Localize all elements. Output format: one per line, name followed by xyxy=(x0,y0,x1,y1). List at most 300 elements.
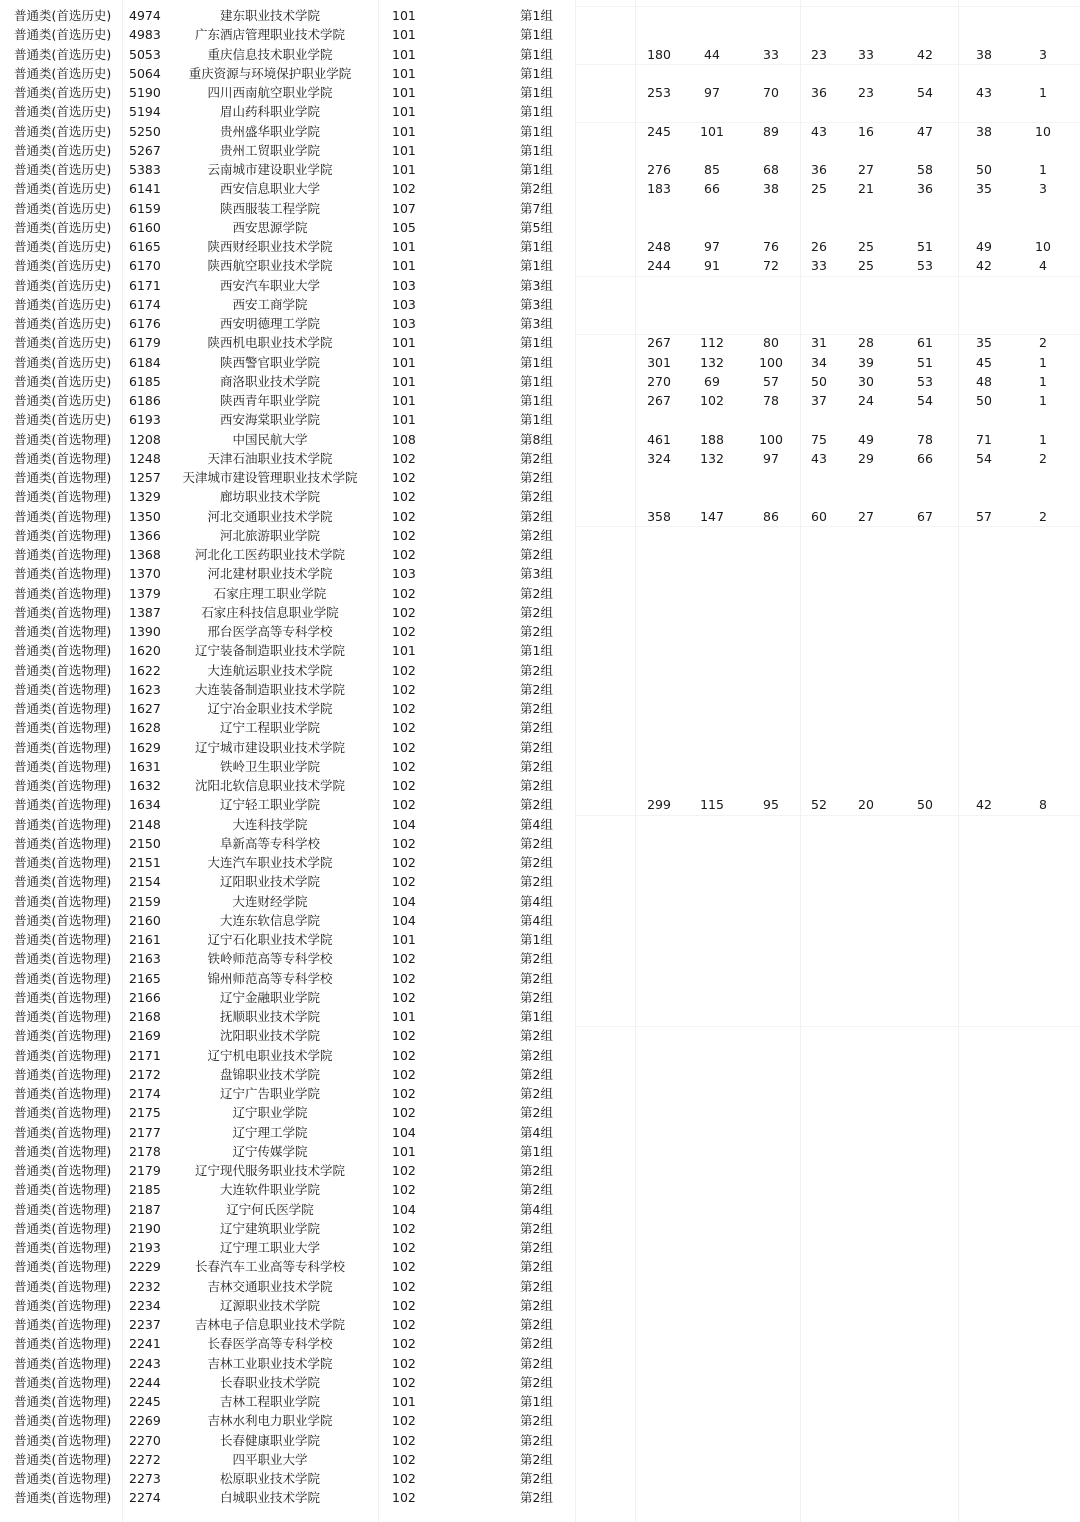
stat-cell: 299 xyxy=(647,797,671,813)
school-code-cell: 5383 xyxy=(129,162,161,177)
group-code-cell: 102 xyxy=(392,989,416,1005)
group-code-cell: 104 xyxy=(392,912,416,928)
stat-cell: 33 xyxy=(811,258,827,274)
group-code-cell: 101 xyxy=(392,354,416,370)
school-code-cell: 2174 xyxy=(129,1086,161,1101)
school-name-cell: 眉山药科职业学院 xyxy=(219,104,320,120)
school-code-cell: 2172 xyxy=(129,1066,161,1082)
stat-cell: 36 xyxy=(811,162,827,177)
category-cell: 普通类(首选物理) xyxy=(14,1432,112,1448)
group-code-cell: 101 xyxy=(392,373,416,389)
school-code-cell: 2244 xyxy=(129,1374,161,1390)
school-code-cell: 1368 xyxy=(129,547,161,562)
school-code-cell: 2171 xyxy=(129,1047,161,1063)
school-name-cell: 贵州工贸职业学院 xyxy=(219,142,320,158)
category-cell: 普通类(首选物理) xyxy=(14,1163,112,1178)
group-code-cell: 102 xyxy=(392,758,416,774)
table-row xyxy=(0,930,1080,949)
stat-cell: 69 xyxy=(704,373,720,389)
group-name-cell: 第1组 xyxy=(520,162,553,177)
table-row xyxy=(0,1026,1080,1045)
school-name-cell: 铁岭卫生职业学院 xyxy=(219,758,320,774)
group-code-cell: 102 xyxy=(392,797,416,813)
group-name-cell: 第4组 xyxy=(520,1201,553,1217)
school-name-cell: 廊坊职业技术学院 xyxy=(219,489,320,505)
stat-cell: 29 xyxy=(858,450,874,466)
stat-cell: 23 xyxy=(858,85,874,100)
school-code-cell: 1623 xyxy=(129,681,161,697)
stat-cell: 33 xyxy=(858,46,874,62)
table-row xyxy=(0,795,1080,814)
school-code-cell: 2237 xyxy=(129,1317,161,1332)
group-code-cell: 102 xyxy=(392,739,416,755)
school-code-cell: 1366 xyxy=(129,527,161,543)
stat-cell: 50 xyxy=(976,162,992,177)
category-cell: 普通类(首选物理) xyxy=(14,951,112,967)
table-row xyxy=(0,911,1080,930)
stat-cell: 57 xyxy=(976,508,992,524)
stat-cell: 68 xyxy=(763,162,779,177)
category-cell: 普通类(首选物理) xyxy=(14,1240,112,1255)
stat-cell: 97 xyxy=(763,450,779,466)
school-code-cell: 5267 xyxy=(129,142,161,158)
table-row xyxy=(0,372,1080,391)
school-name-cell: 云南城市建设职业学院 xyxy=(207,162,333,177)
school-code-cell: 2273 xyxy=(129,1471,161,1486)
school-name-cell: 辽宁机电职业技术学院 xyxy=(207,1047,333,1063)
school-code-cell: 2243 xyxy=(129,1355,161,1371)
school-code-cell: 6174 xyxy=(129,296,161,312)
category-cell: 普通类(首选历史) xyxy=(14,65,112,81)
group-name-cell: 第1组 xyxy=(520,1009,553,1024)
group-name-cell: 第1组 xyxy=(520,142,553,158)
group-code-cell: 102 xyxy=(392,450,416,466)
group-code-cell: 101 xyxy=(392,1394,416,1409)
stat-cell: 253 xyxy=(647,85,671,100)
group-name-cell: 第2组 xyxy=(520,1220,553,1236)
table-row xyxy=(0,1315,1080,1334)
school-code-cell: 1634 xyxy=(129,797,161,813)
category-cell: 普通类(首选物理) xyxy=(14,758,112,774)
school-name-cell: 长春汽车工业高等专科学校 xyxy=(194,1259,345,1275)
school-name-cell: 西安思源学院 xyxy=(232,219,308,235)
school-name-cell: 大连装备制造职业技术学院 xyxy=(194,681,345,697)
table-row xyxy=(0,969,1080,988)
school-name-cell: 陕西警官职业学院 xyxy=(219,354,320,370)
stat-cell: 58 xyxy=(917,162,933,177)
stat-cell: 183 xyxy=(647,181,671,197)
category-cell: 普通类(首选物理) xyxy=(14,1336,112,1352)
stat-cell: 78 xyxy=(917,431,933,447)
stat-cell: 43 xyxy=(811,450,827,466)
category-cell: 普通类(首选物理) xyxy=(14,912,112,928)
category-cell: 普通类(首选物理) xyxy=(14,797,112,813)
school-code-cell: 1370 xyxy=(129,566,161,582)
school-name-cell: 西安信息职业大学 xyxy=(219,181,320,197)
school-name-cell: 辽源职业技术学院 xyxy=(219,1297,320,1313)
school-name-cell: 建东职业技术学院 xyxy=(219,8,320,23)
stat-cell: 43 xyxy=(811,123,827,139)
group-code-cell: 102 xyxy=(392,1086,416,1101)
group-code-cell: 102 xyxy=(392,1413,416,1429)
group-name-cell: 第1组 xyxy=(520,27,553,43)
group-code-cell: 102 xyxy=(392,720,416,736)
school-name-cell: 吉林工业职业技术学院 xyxy=(207,1355,333,1371)
school-name-cell: 吉林工程职业学院 xyxy=(219,1394,320,1409)
group-name-cell: 第2组 xyxy=(520,470,553,485)
group-name-cell: 第1组 xyxy=(520,373,553,389)
school-code-cell: 2269 xyxy=(129,1413,161,1429)
school-code-cell: 4974 xyxy=(129,8,161,23)
group-name-cell: 第2组 xyxy=(520,855,553,870)
group-name-cell: 第2组 xyxy=(520,1317,553,1332)
stat-cell: 25 xyxy=(811,181,827,197)
table-row xyxy=(0,699,1080,718)
stat-cell: 132 xyxy=(700,354,724,370)
category-cell: 普通类(首选物理) xyxy=(14,893,112,909)
group-code-cell: 102 xyxy=(392,1163,416,1178)
stat-cell: 42 xyxy=(976,797,992,813)
stat-cell: 26 xyxy=(811,239,827,254)
school-name-cell: 长春职业技术学院 xyxy=(219,1374,320,1390)
school-code-cell: 2272 xyxy=(129,1451,161,1467)
school-name-cell: 盘锦职业技术学院 xyxy=(219,1066,320,1082)
stat-cell: 2 xyxy=(1039,508,1047,524)
group-code-cell: 102 xyxy=(392,1220,416,1236)
school-code-cell: 1329 xyxy=(129,489,161,505)
school-code-cell: 1631 xyxy=(129,758,161,774)
table-row xyxy=(0,256,1080,275)
school-code-cell: 6170 xyxy=(129,258,161,274)
group-name-cell: 第2组 xyxy=(520,701,553,716)
category-cell: 普通类(首选物理) xyxy=(14,778,112,793)
school-code-cell: 2163 xyxy=(129,951,161,967)
table-row xyxy=(0,1007,1080,1026)
category-cell: 普通类(首选物理) xyxy=(14,566,112,582)
table-row xyxy=(0,353,1080,372)
stat-cell: 245 xyxy=(647,123,671,139)
group-name-cell: 第2组 xyxy=(520,1105,553,1121)
school-name-cell: 天津城市建设管理职业技术学院 xyxy=(182,470,358,485)
category-cell: 普通类(首选物理) xyxy=(14,1278,112,1294)
stat-cell: 100 xyxy=(759,354,783,370)
category-cell: 普通类(首选历史) xyxy=(14,142,112,158)
school-code-cell: 5190 xyxy=(129,85,161,100)
school-code-cell: 2234 xyxy=(129,1297,161,1313)
stat-cell: 75 xyxy=(811,431,827,447)
group-code-cell: 101 xyxy=(392,8,416,23)
table-row xyxy=(0,757,1080,776)
group-code-cell: 101 xyxy=(392,85,416,100)
stat-cell: 44 xyxy=(704,46,720,62)
stat-cell: 101 xyxy=(700,123,724,139)
group-code-cell: 102 xyxy=(392,1471,416,1486)
school-code-cell: 6160 xyxy=(129,219,161,235)
stat-cell: 38 xyxy=(763,181,779,197)
group-name-cell: 第2组 xyxy=(520,508,553,524)
group-name-cell: 第1组 xyxy=(520,8,553,23)
group-name-cell: 第2组 xyxy=(520,758,553,774)
category-cell: 普通类(首选物理) xyxy=(14,1374,112,1390)
stat-cell: 461 xyxy=(647,431,671,447)
table-row xyxy=(0,1488,1080,1507)
category-cell: 普通类(首选物理) xyxy=(14,1317,112,1332)
group-code-cell: 102 xyxy=(392,508,416,524)
admission-table xyxy=(0,6,1080,1508)
stat-cell: 43 xyxy=(976,85,992,100)
category-cell: 普通类(首选历史) xyxy=(14,277,112,293)
group-code-cell: 102 xyxy=(392,1105,416,1121)
table-row xyxy=(0,872,1080,891)
school-name-cell: 沈阳职业技术学院 xyxy=(219,1028,320,1044)
school-code-cell: 1632 xyxy=(129,778,161,793)
school-name-cell: 西安海棠职业学院 xyxy=(219,412,320,428)
school-name-cell: 陕西财经职业技术学院 xyxy=(207,239,333,254)
stat-cell: 25 xyxy=(858,239,874,254)
category-cell: 普通类(首选物理) xyxy=(14,1182,112,1198)
school-name-cell: 辽宁何氏医学院 xyxy=(226,1201,314,1217)
table-row xyxy=(0,333,1080,352)
school-name-cell: 辽宁传媒学院 xyxy=(232,1143,308,1159)
table-row xyxy=(0,815,1080,834)
school-code-cell: 2159 xyxy=(129,893,161,909)
stat-cell: 57 xyxy=(763,373,779,389)
category-cell: 普通类(首选物理) xyxy=(14,1047,112,1063)
group-name-cell: 第2组 xyxy=(520,970,553,986)
school-name-cell: 辽宁工程职业学院 xyxy=(219,720,320,736)
group-code-cell: 102 xyxy=(392,1355,416,1371)
school-code-cell: 2166 xyxy=(129,989,161,1005)
group-code-cell: 101 xyxy=(392,258,416,274)
stat-cell: 66 xyxy=(704,181,720,197)
group-name-cell: 第2组 xyxy=(520,585,553,601)
table-row xyxy=(0,526,1080,545)
stat-cell: 72 xyxy=(763,258,779,274)
group-code-cell: 102 xyxy=(392,1278,416,1294)
stat-cell: 54 xyxy=(976,450,992,466)
category-cell: 普通类(首选历史) xyxy=(14,162,112,177)
stat-cell: 115 xyxy=(700,797,724,813)
group-code-cell: 102 xyxy=(392,855,416,870)
stat-cell: 147 xyxy=(700,508,724,524)
stat-cell: 27 xyxy=(858,508,874,524)
group-code-cell: 107 xyxy=(392,200,416,216)
category-cell: 普通类(首选物理) xyxy=(14,1259,112,1275)
group-code-cell: 102 xyxy=(392,604,416,620)
category-cell: 普通类(首选物理) xyxy=(14,662,112,678)
group-code-cell: 101 xyxy=(392,65,416,81)
group-code-cell: 102 xyxy=(392,1451,416,1467)
school-name-cell: 吉林电子信息职业技术学院 xyxy=(194,1317,345,1332)
stat-cell: 24 xyxy=(858,393,874,408)
stat-cell: 1 xyxy=(1039,162,1047,177)
stat-cell: 276 xyxy=(647,162,671,177)
school-name-cell: 长春医学高等专科学校 xyxy=(207,1336,333,1352)
stat-cell: 39 xyxy=(858,354,874,370)
group-name-cell: 第2组 xyxy=(520,874,553,890)
group-name-cell: 第2组 xyxy=(520,1355,553,1371)
stat-cell: 21 xyxy=(858,181,874,197)
stat-cell: 2 xyxy=(1039,335,1047,351)
group-code-cell: 102 xyxy=(392,1336,416,1352)
stat-cell: 30 xyxy=(858,373,874,389)
school-code-cell: 6141 xyxy=(129,181,161,197)
stat-cell: 1 xyxy=(1039,431,1047,447)
stat-cell: 76 xyxy=(763,239,779,254)
school-name-cell: 白城职业技术学院 xyxy=(219,1490,320,1506)
school-code-cell: 1622 xyxy=(129,662,161,678)
table-row xyxy=(0,1219,1080,1238)
school-code-cell: 6165 xyxy=(129,239,161,254)
group-code-cell: 101 xyxy=(392,27,416,43)
stat-cell: 42 xyxy=(917,46,933,62)
school-name-cell: 吉林交通职业技术学院 xyxy=(207,1278,333,1294)
category-cell: 普通类(首选历史) xyxy=(14,123,112,139)
school-code-cell: 1629 xyxy=(129,739,161,755)
category-cell: 普通类(首选物理) xyxy=(14,1105,112,1121)
stat-cell: 248 xyxy=(647,239,671,254)
table-row xyxy=(0,122,1080,141)
stat-cell: 51 xyxy=(917,354,933,370)
school-name-cell: 阜新高等专科学校 xyxy=(219,835,320,851)
group-code-cell: 102 xyxy=(392,585,416,601)
school-code-cell: 2178 xyxy=(129,1143,161,1159)
school-code-cell: 1387 xyxy=(129,604,161,620)
category-cell: 普通类(首选物理) xyxy=(14,450,112,466)
school-name-cell: 大连软件职业学院 xyxy=(219,1182,320,1198)
school-name-cell: 陕西青年职业学院 xyxy=(219,393,320,408)
category-cell: 普通类(首选历史) xyxy=(14,85,112,100)
table-row xyxy=(0,834,1080,853)
stat-cell: 23 xyxy=(811,46,827,62)
group-code-cell: 101 xyxy=(392,412,416,428)
stat-cell: 45 xyxy=(976,354,992,370)
table-row xyxy=(0,1200,1080,1219)
group-code-cell: 102 xyxy=(392,1317,416,1332)
school-name-cell: 大连科技学院 xyxy=(232,816,308,832)
group-code-cell: 102 xyxy=(392,1374,416,1390)
table-row xyxy=(0,507,1080,526)
school-code-cell: 5053 xyxy=(129,46,161,62)
category-cell: 普通类(首选物理) xyxy=(14,1143,112,1159)
school-name-cell: 辽宁现代服务职业技术学院 xyxy=(194,1163,345,1178)
category-cell: 普通类(首选历史) xyxy=(14,104,112,120)
table-row xyxy=(0,1142,1080,1161)
group-code-cell: 102 xyxy=(392,835,416,851)
stat-cell: 267 xyxy=(647,393,671,408)
stat-cell: 49 xyxy=(976,239,992,254)
group-name-cell: 第7组 xyxy=(520,200,553,216)
table-row xyxy=(0,1354,1080,1373)
group-code-cell: 102 xyxy=(392,874,416,890)
group-name-cell: 第1组 xyxy=(520,932,553,947)
group-name-cell: 第1组 xyxy=(520,1143,553,1159)
table-row xyxy=(0,564,1080,583)
school-code-cell: 2160 xyxy=(129,912,161,928)
stat-cell: 1 xyxy=(1039,373,1047,389)
table-row xyxy=(0,1238,1080,1257)
stat-cell: 102 xyxy=(700,393,724,408)
category-cell: 普通类(首选历史) xyxy=(14,296,112,312)
group-name-cell: 第2组 xyxy=(520,1278,553,1294)
group-name-cell: 第2组 xyxy=(520,1066,553,1082)
group-code-cell: 104 xyxy=(392,816,416,832)
school-name-cell: 大连汽车职业技术学院 xyxy=(207,855,333,870)
table-row xyxy=(0,295,1080,314)
stat-cell: 35 xyxy=(976,335,992,351)
group-name-cell: 第1组 xyxy=(520,65,553,81)
category-cell: 普通类(首选物理) xyxy=(14,1009,112,1024)
school-code-cell: 5194 xyxy=(129,104,161,120)
stat-cell: 28 xyxy=(858,335,874,351)
table-row xyxy=(0,199,1080,218)
table-row xyxy=(0,680,1080,699)
school-name-cell: 大连东软信息学院 xyxy=(219,912,320,928)
category-cell: 普通类(首选历史) xyxy=(14,46,112,62)
school-code-cell: 1208 xyxy=(129,431,161,447)
category-cell: 普通类(首选历史) xyxy=(14,354,112,370)
stat-cell: 54 xyxy=(917,393,933,408)
table-row xyxy=(0,1450,1080,1469)
group-name-cell: 第2组 xyxy=(520,1028,553,1044)
stat-cell: 112 xyxy=(700,335,724,351)
stat-cell: 34 xyxy=(811,354,827,370)
category-cell: 普通类(首选物理) xyxy=(14,970,112,986)
table-row xyxy=(0,776,1080,795)
group-name-cell: 第1组 xyxy=(520,85,553,100)
table-row xyxy=(0,853,1080,872)
stat-cell: 78 xyxy=(763,393,779,408)
table-row xyxy=(0,1411,1080,1430)
group-name-cell: 第2组 xyxy=(520,989,553,1005)
school-code-cell: 2229 xyxy=(129,1259,161,1275)
table-row xyxy=(0,83,1080,102)
school-code-cell: 2274 xyxy=(129,1490,161,1506)
group-name-cell: 第3组 xyxy=(520,316,553,331)
stat-cell: 67 xyxy=(917,508,933,524)
stat-cell: 97 xyxy=(704,85,720,100)
stat-cell: 33 xyxy=(763,46,779,62)
school-name-cell: 广东酒店管理职业技术学院 xyxy=(194,27,345,43)
group-name-cell: 第1组 xyxy=(520,239,553,254)
school-code-cell: 6159 xyxy=(129,200,161,216)
school-name-cell: 辽宁建筑职业学院 xyxy=(219,1220,320,1236)
category-cell: 普通类(首选历史) xyxy=(14,412,112,428)
school-name-cell: 陕西航空职业技术学院 xyxy=(207,258,333,274)
group-code-cell: 102 xyxy=(392,489,416,505)
stat-cell: 1 xyxy=(1039,354,1047,370)
category-cell: 普通类(首选历史) xyxy=(14,373,112,389)
category-cell: 普通类(首选物理) xyxy=(14,681,112,697)
school-name-cell: 辽宁职业学院 xyxy=(232,1105,308,1121)
group-name-cell: 第2组 xyxy=(520,547,553,562)
category-cell: 普通类(首选物理) xyxy=(14,470,112,485)
group-code-cell: 102 xyxy=(392,624,416,639)
school-code-cell: 6185 xyxy=(129,373,161,389)
stat-cell: 66 xyxy=(917,450,933,466)
stat-cell: 61 xyxy=(917,335,933,351)
group-name-cell: 第1组 xyxy=(520,104,553,120)
group-code-cell: 102 xyxy=(392,1028,416,1044)
table-row xyxy=(0,6,1080,25)
stat-cell: 91 xyxy=(704,258,720,274)
category-cell: 普通类(首选物理) xyxy=(14,1394,112,1409)
school-name-cell: 辽阳职业技术学院 xyxy=(219,874,320,890)
stat-cell: 97 xyxy=(704,239,720,254)
school-code-cell: 1379 xyxy=(129,585,161,601)
stat-cell: 80 xyxy=(763,335,779,351)
group-code-cell: 104 xyxy=(392,893,416,909)
